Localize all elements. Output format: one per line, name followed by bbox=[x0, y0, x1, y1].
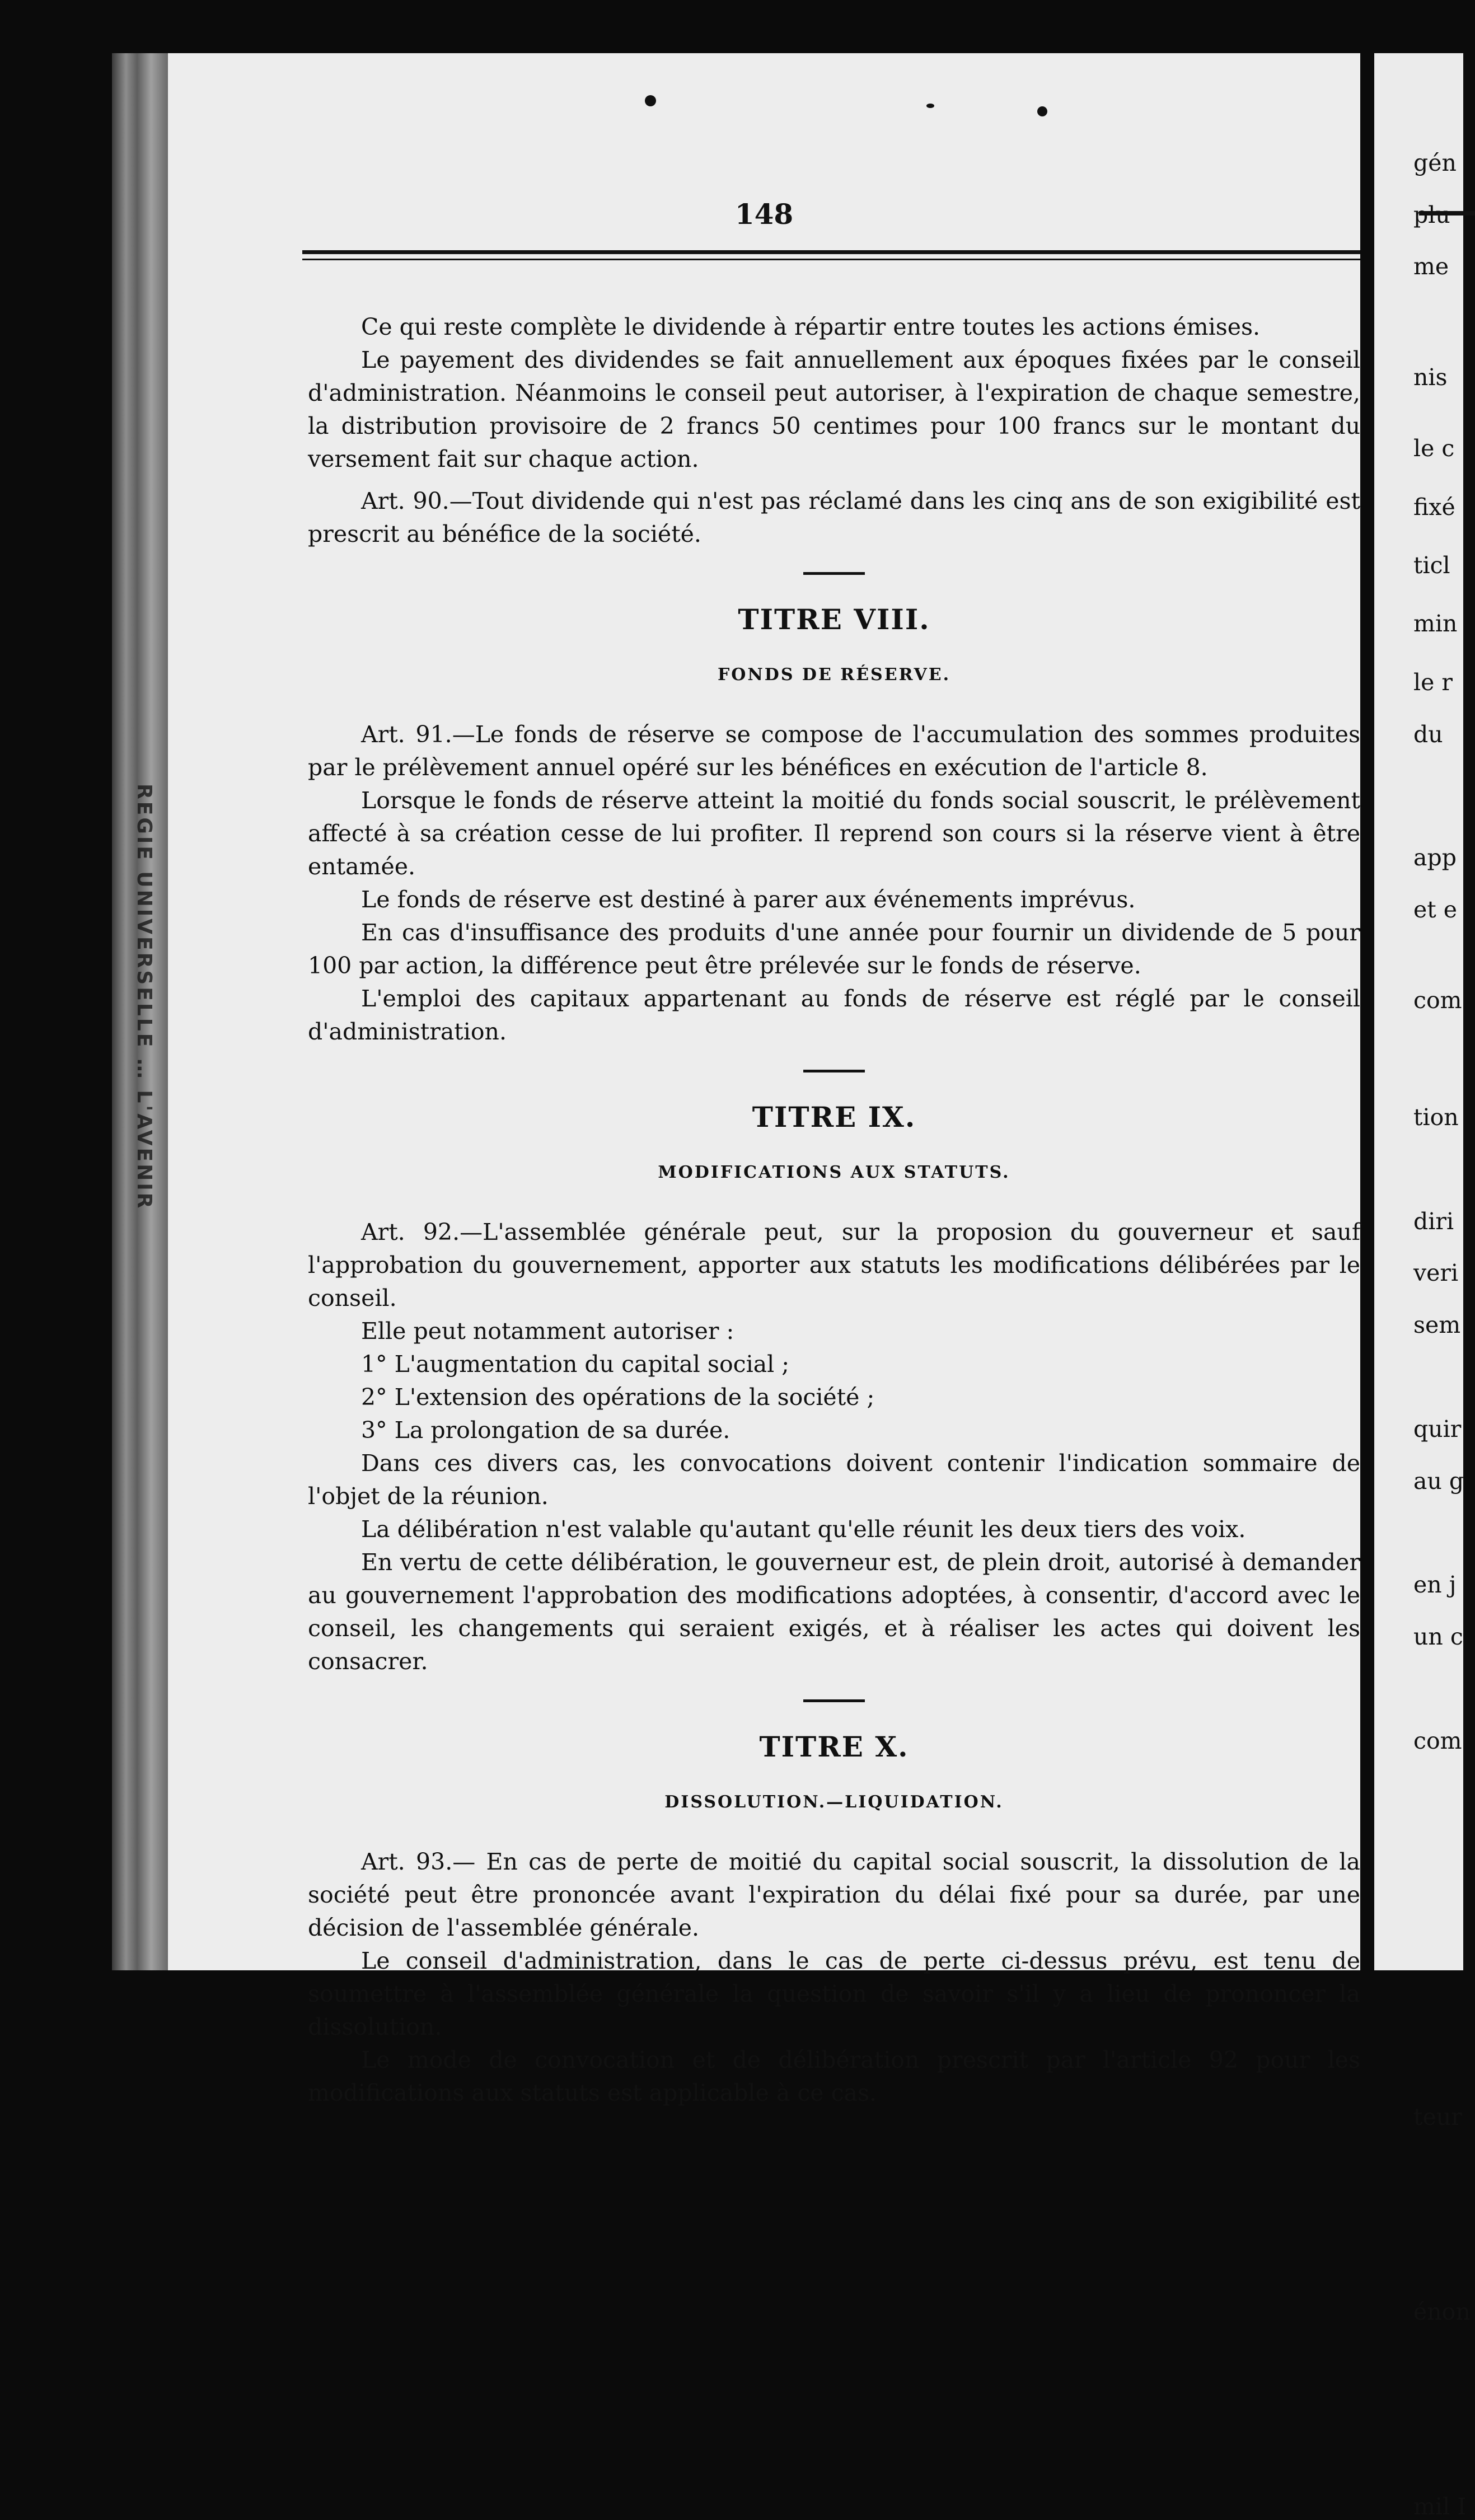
adjacent-page-edge bbox=[1374, 53, 1471, 2520]
section-divider bbox=[803, 1070, 865, 1072]
section-subtitle: MODIFICATIONS AUX STATUTS. bbox=[658, 1163, 1010, 1182]
adjacent-page-fragment: fixé bbox=[1413, 493, 1455, 521]
paragraph: Art. 90.—Tout dividende qui n'est pas réclamé dans les cinq ans de son exigibilité est prescrit au bénéfice de la société. bbox=[308, 488, 1360, 547]
adjacent-page-fragment: tion bbox=[1413, 1104, 1459, 1131]
paragraph: Le conseil d'administration, dans le cas de perte ci-dessus prévu, est tenu de soumettre à l'assemblée générale la question de savoir s'il y a lieu de prononcer la dissolution. bbox=[308, 1947, 1360, 2040]
adjacent-page-fragment: plu bbox=[1413, 201, 1450, 228]
adjacent-page-fragment: mil I bbox=[1413, 2493, 1467, 2520]
section-subtitle: DISSOLUTION.—LIQUIDATION. bbox=[664, 1792, 1004, 1812]
adjacent-page-fragment: diri bbox=[1413, 1207, 1454, 1235]
paragraph: En vertu de cette délibération, le gouverneur est, de plein droit, autorisé à demander au gouvernement l'approbation des modifications adoptées, à consentir, d'accord avec le conseil, les changements qui seraient exigés, et à réaliser les actes qui doivent les consacrer. bbox=[308, 1549, 1360, 1675]
section-title: TITRE X. bbox=[759, 1730, 909, 1763]
header-rule-thin bbox=[302, 259, 1360, 260]
section-title: TITRE IX. bbox=[752, 1100, 916, 1133]
adjacent-page-fragment: nis bbox=[1413, 363, 1448, 391]
speck bbox=[1037, 106, 1047, 116]
document-page bbox=[168, 53, 1360, 2106]
adjacent-page-fragment: en j bbox=[1413, 1571, 1457, 1599]
page-number: 148 bbox=[734, 198, 794, 231]
paragraph: Le fonds de réserve est destiné à parer aux événements imprévus. bbox=[361, 886, 1136, 913]
adjacent-page-fragment: gén bbox=[1413, 149, 1457, 176]
header-rule-thick bbox=[302, 250, 1360, 254]
paragraph: L'emploi des capitaux appartenant au fonds de réserve est réglé par le conseil d'administration. bbox=[308, 985, 1360, 1045]
adjacent-page-fragment: min bbox=[1413, 610, 1458, 638]
paragraph: Art. 91.—Le fonds de réserve se compose de l'accumulation des sommes produites par le prélèvement annuel opéré sur les bénéfices en exécution de l'article 8. bbox=[308, 721, 1360, 781]
speck bbox=[645, 95, 656, 106]
adjacent-page-fragment: un c bbox=[1413, 1623, 1463, 1650]
list-item: 3° La prolongation de sa durée. bbox=[361, 1417, 731, 1444]
paragraph: Ce qui reste complète le dividende à répartir entre toutes les actions émises. bbox=[361, 313, 1261, 340]
adjacent-page-fragment: ticl bbox=[1413, 552, 1450, 579]
adjacent-page-fragment: sem bbox=[1413, 1311, 1461, 1339]
adjacent-page-fragment: com bbox=[1413, 1727, 1462, 1754]
adjacent-page-fragment: com bbox=[1413, 987, 1462, 1014]
adjacent-page-fragment: quir bbox=[1413, 1415, 1462, 1442]
paragraph: Dans ces divers cas, les convocations doivent contenir l'indication sommaire de l'objet de la réunion. bbox=[308, 1450, 1360, 1510]
adjacent-page-fragment: énon bbox=[1413, 2298, 1471, 2326]
page-body bbox=[308, 311, 1360, 2110]
spine-label: REGIE UNIVERSELLE … L'AVENIR bbox=[133, 784, 156, 1211]
speck bbox=[926, 104, 934, 108]
paragraph: Lorsque le fonds de réserve atteint la moitié du fonds social souscrit, le prélèvement affecté à sa création cesse de lui profiter. Il reprend son cours si la réserve vient à être entamée. bbox=[308, 787, 1360, 880]
adjacent-page-fragment: app bbox=[1413, 844, 1457, 871]
paragraph: Le payement des dividendes se fait annuellement aux époques fixées par le conseil d'administration. Néanmoins le conseil peut autoriser, à l'expiration de chaque semestre, la distribution provisoire de 2 francs 50 centimes pour 100 francs sur le montant du versement fait sur chaque action. bbox=[308, 346, 1360, 472]
paragraph: En cas d'insuffisance des produits d'une année pour fournir un dividende de 5 pour 100 par action, la différence peut être prélevée sur le fonds de réserve. bbox=[308, 919, 1360, 979]
paragraph: Le mode de convocation et de délibération prescrit par l'article 92 pour les modifications aux statuts est applicable à ce cas. bbox=[308, 2046, 1360, 2106]
paragraph: Art. 93.— En cas de perte de moitié du capital social souscrit, la dissolution de la société peut être prononcée avant l'expiration du délai fixé pour sa durée, par une décision de l'assemblée générale. bbox=[308, 1848, 1360, 1941]
section-subtitle: FONDS DE RÉSERVE. bbox=[717, 665, 951, 685]
paragraph: Elle peut notamment autoriser : bbox=[361, 1318, 734, 1345]
adjacent-page-fragment: au g bbox=[1413, 1467, 1464, 1495]
section-divider bbox=[803, 572, 865, 575]
list-item: 1° L'augmentation du capital social ; bbox=[361, 1351, 790, 1378]
adjacent-page-fragment: me bbox=[1413, 253, 1449, 280]
paragraph: La délibération n'est valable qu'autant qu'elle réunit les deux tiers des voix. bbox=[361, 1516, 1246, 1543]
adjacent-page-fragment: veri bbox=[1413, 1259, 1459, 1287]
section-title: TITRE VIII. bbox=[738, 603, 930, 636]
adjacent-page-fragment: teur bbox=[1413, 2104, 1462, 2131]
paragraph: Art. 92.—L'assemblée générale peut, sur la proposion du gouverneur et sauf l'approbation du gouvernement, apporter aux statuts les modifications délibérées par le conseil. bbox=[308, 1219, 1360, 1311]
adjacent-page-fragment: le r bbox=[1413, 668, 1453, 696]
adjacent-page-fragment: du bbox=[1413, 720, 1443, 748]
adjacent-page-fragment: et e bbox=[1413, 896, 1458, 923]
adjacent-page-fragment: le c bbox=[1413, 435, 1455, 462]
section-divider bbox=[803, 1699, 865, 1702]
list-item: 2° L'extension des opérations de la société ; bbox=[361, 1384, 875, 1411]
